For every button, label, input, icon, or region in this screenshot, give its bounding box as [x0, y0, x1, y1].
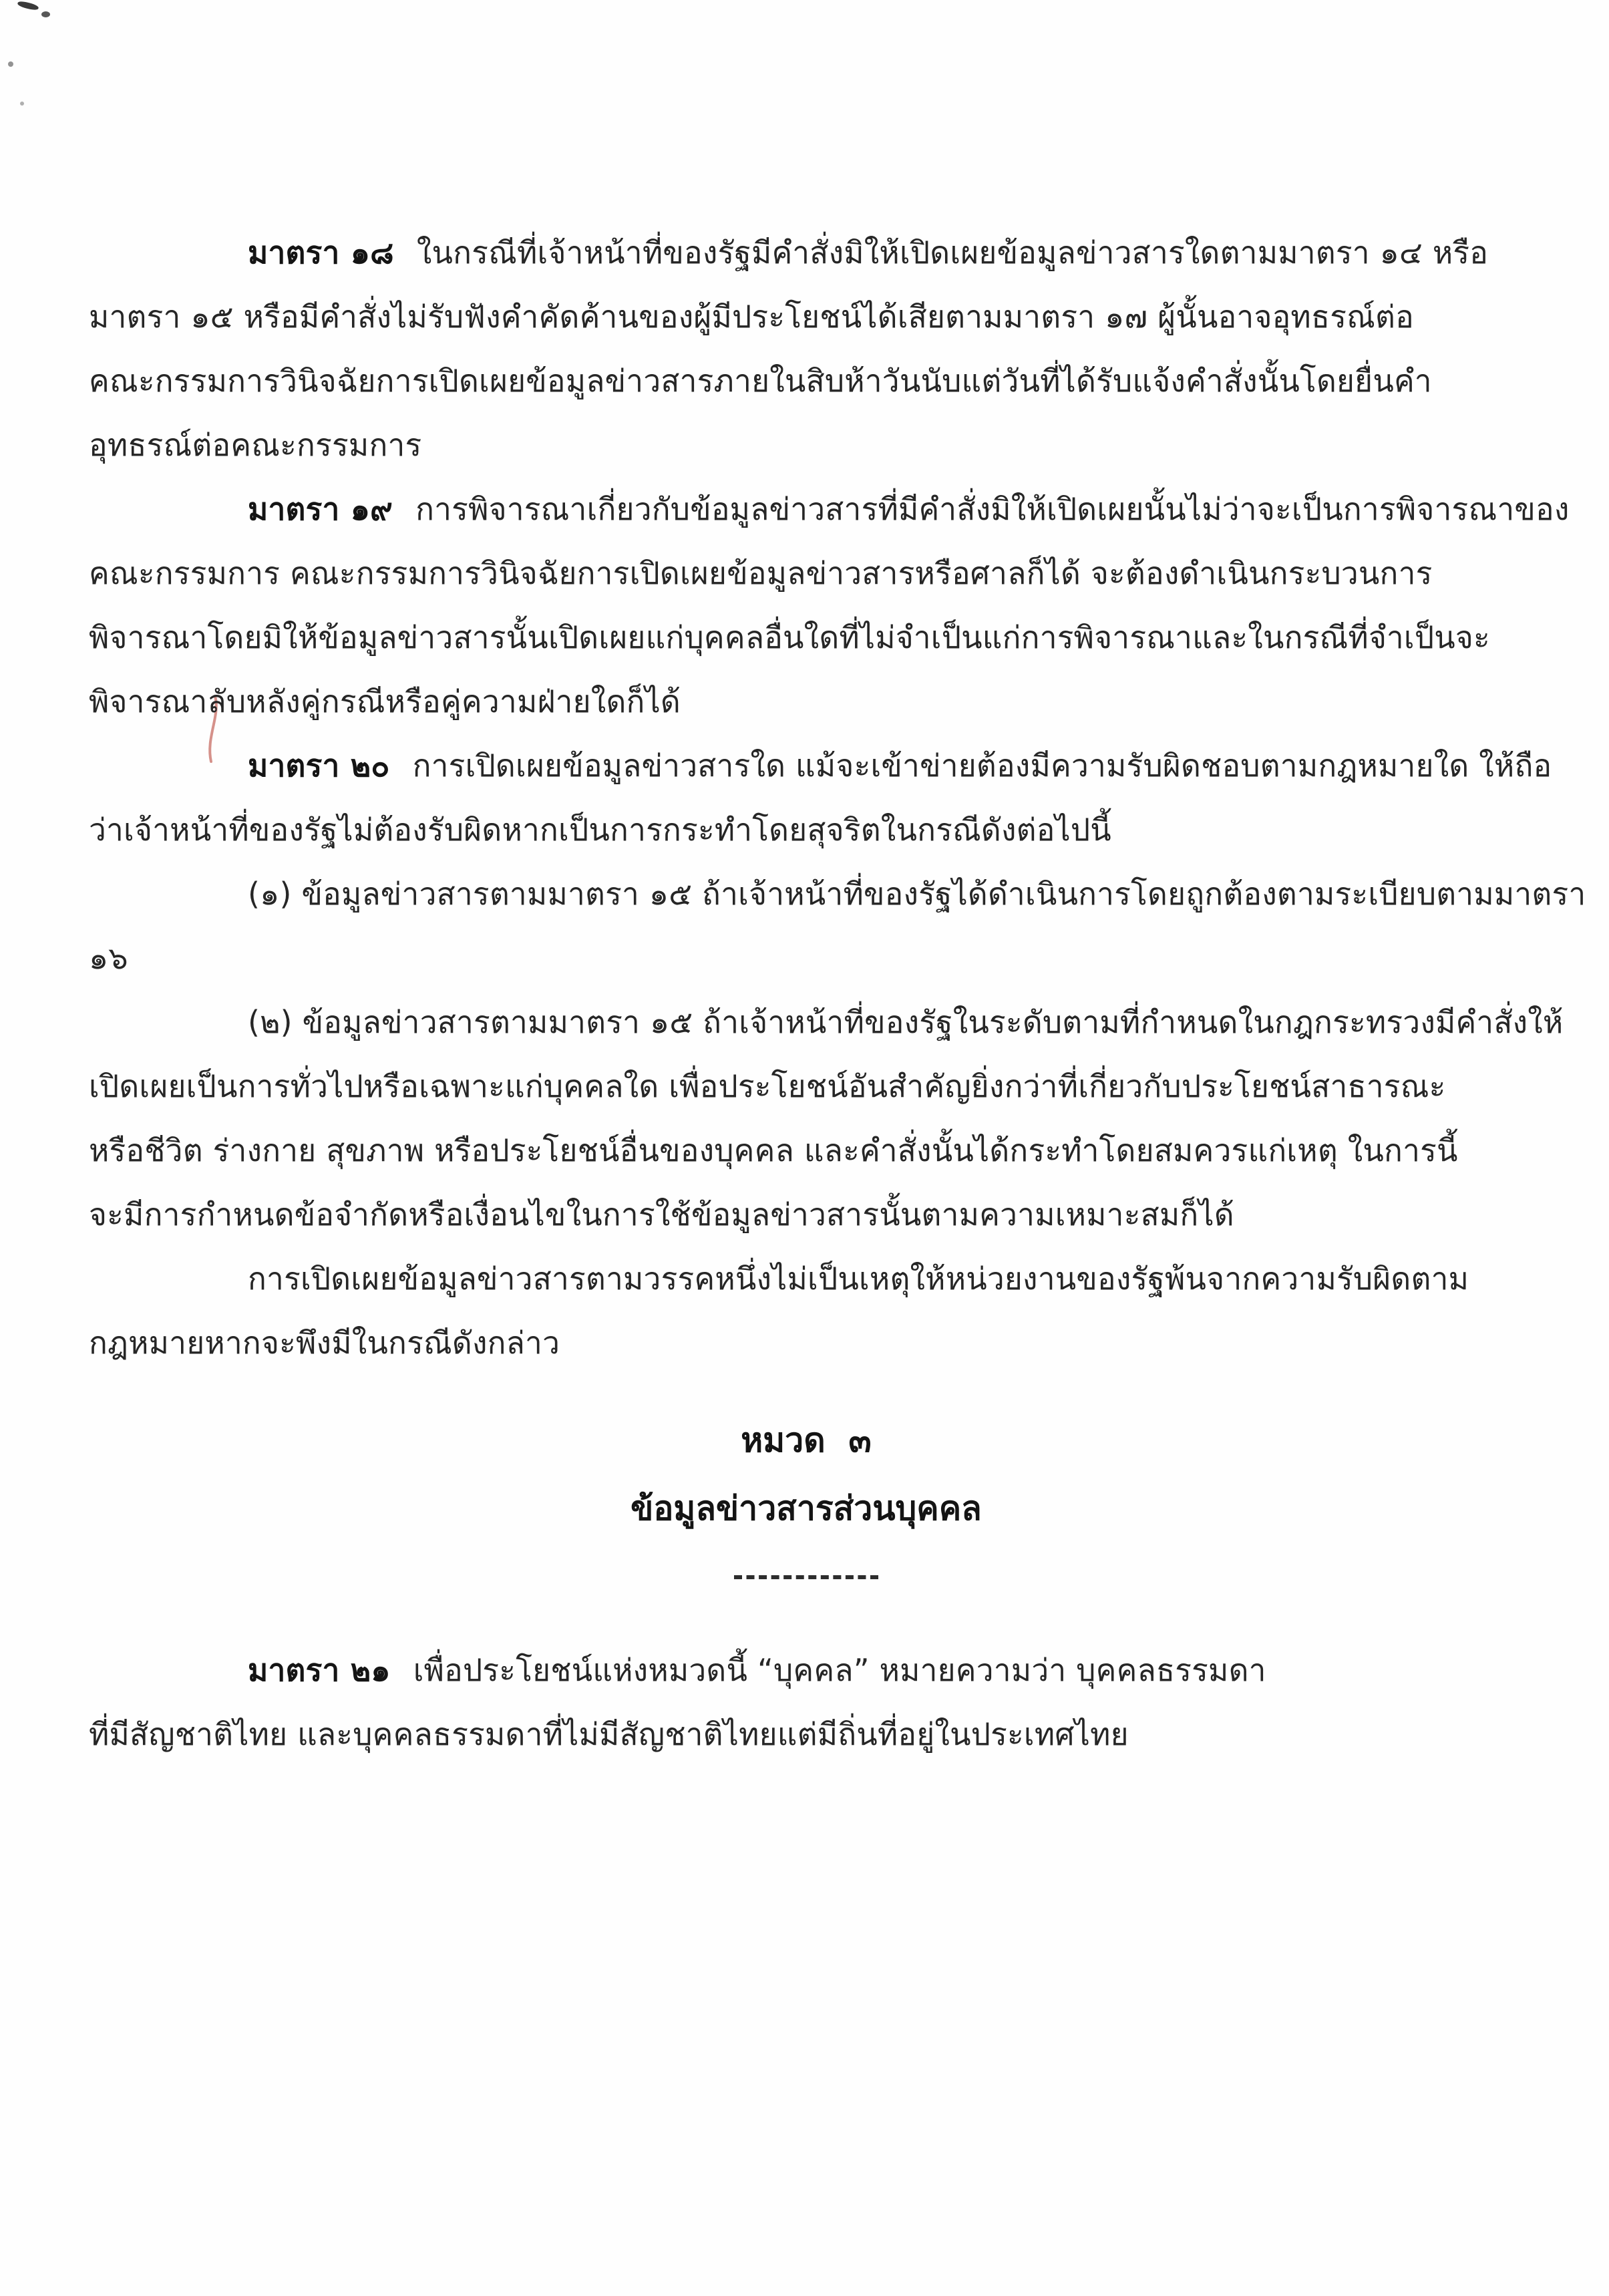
line-text: ในกรณีที่เจ้าหน้าที่ของรัฐมีคำสั่งมิให้เปิดเผยข้อมูลข่าวสารใดตามมาตรา ๑๔ หรือ — [416, 234, 1489, 271]
text-line — [89, 477, 1570, 541]
text-line — [89, 669, 1524, 733]
chapter-heading-block — [89, 1408, 1524, 1579]
text-line — [89, 926, 1524, 990]
line-text: ๑๖ — [89, 940, 128, 976]
text-line — [89, 605, 1524, 669]
text-line — [89, 990, 1564, 1054]
line-text: คณะกรรมการวินิจฉัยการเปิดเผยข้อมูลข่าวสารภายในสิบห้าวันนับแต่วันที่ได้รับแจ้งคำสั่งนั้นโดยยื่นคำ — [89, 363, 1432, 399]
line-text: การเปิดเผยข้อมูลข่าวสารใด แม้จะเข้าข่ายต้องมีความรับผิดชอบตามกฎหมายใด ให้ถือ — [412, 748, 1552, 784]
text-line — [89, 733, 1552, 798]
chapter-subtitle: ข้อมูลข่าวสารส่วนบุคคล — [631, 1489, 982, 1528]
document-closing — [89, 1638, 1524, 1766]
text-line — [89, 1054, 1524, 1118]
section-divider — [734, 1575, 878, 1579]
line-text: (๑) ข้อมูลข่าวสารตามมาตรา ๑๕ ถ้าเจ้าหน้าที่ของรัฐได้ดำเนินการโดยถูกต้องตามระเบียบตามมาตรา — [248, 876, 1586, 912]
line-text: มาตรา ๑๕ หรือมีคำสั่งไม่รับฟังคำคัดค้านของผู้มีประโยชน์ได้เสียตามมาตรา ๑๗ ผู้นั้นอาจอุทธรณ์ต่อ — [89, 299, 1414, 335]
text-line — [89, 1118, 1524, 1182]
line-text: การเปิดเผยข้อมูลข่าวสารตามวรรคหนึ่งไม่เป็นเหตุให้หน่วยงานของรัฐพ้นจากความรับผิดตาม — [248, 1261, 1469, 1297]
line-text: เปิดเผยเป็นการทั่วไปหรือเฉพาะแก่บุคคลใด เพื่อประโยชน์อันสำคัญยิ่งกว่าที่เกี่ยวกับประโยชน์สาธารณะ — [89, 1068, 1446, 1104]
scan-speck — [8, 61, 13, 67]
section-number-lead: มาตรา ๑๙ — [248, 491, 393, 527]
section-number-lead: มาตรา ๒๑ — [248, 1652, 391, 1688]
text-line — [89, 1638, 1524, 1702]
chapter-title: หมวด ๓ — [741, 1421, 872, 1460]
scan-speck — [17, 0, 39, 11]
text-line — [89, 798, 1524, 862]
line-text: พิจารณาโดยมิให้ข้อมูลข่าวสารนั้นเปิดเผยแก่บุคคลอื่นใดที่ไม่จำเป็นแก่การพิจารณาและในกรณีที่จำเป็นจะ — [89, 619, 1490, 655]
line-text: อุทธรณ์ต่อคณะกรรมการ — [89, 427, 422, 463]
text-line — [89, 1311, 1524, 1375]
section-number-lead: มาตรา ๑๘ — [248, 234, 394, 271]
text-line — [89, 1247, 1524, 1311]
line-text: ที่มีสัญชาติไทย และบุคคลธรรมดาที่ไม่มีสัญชาติไทยแต่มีถิ่นที่อยู่ในประเทศไทย — [89, 1716, 1129, 1752]
scan-speck — [20, 102, 24, 106]
text-line — [89, 285, 1524, 349]
line-text: การพิจารณาเกี่ยวกับข้อมูลข่าวสารที่มีคำสั่งมิให้เปิดเผยนั้นไม่ว่าจะเป็นการพิจารณาของ — [415, 491, 1570, 527]
line-text: จะมีการกำหนดข้อจำกัดหรือเงื่อนไขในการใช้ข้อมูลข่าวสารนั้นตามความเหมาะสมก็ได้ — [89, 1196, 1234, 1233]
line-text: กฎหมายหากจะพึงมีในกรณีดังกล่าว — [89, 1325, 560, 1361]
line-text: พิจารณาลับหลังคู่กรณีหรือคู่ความฝ่ายใดก็ได้ — [89, 683, 681, 719]
line-text: คณะกรรมการ คณะกรรมการวินิจฉัยการเปิดเผยข้อมูลข่าวสารหรือศาลก็ได้ จะต้องดำเนินกระบวนการ — [89, 555, 1433, 591]
text-line — [89, 1702, 1524, 1766]
line-text: ว่าเจ้าหน้าที่ของรัฐไม่ต้องรับผิดหากเป็นการกระทำโดยสุจริตในกรณีดังต่อไปนี้ — [89, 812, 1111, 848]
text-line — [89, 541, 1524, 605]
text-line — [89, 220, 1524, 285]
text-line — [89, 862, 1586, 926]
text-line — [89, 413, 1524, 477]
line-text: (๒) ข้อมูลข่าวสารตามมาตรา ๑๕ ถ้าเจ้าหน้าที่ของรัฐในระดับตามที่กำหนดในกฎกระทรวงมีคำสั่งให้ — [248, 1004, 1564, 1040]
line-text: เพื่อประโยชน์แห่งหมวดนี้ “บุคคล” หมายความว่า บุคคลธรรมดา — [413, 1652, 1266, 1688]
scan-speck — [41, 11, 50, 17]
line-text: หรือชีวิต ร่างกาย สุขภาพ หรือประโยชน์อื่นของบุคคล และคำสั่งนั้นได้กระทำโดยสมควรแก่เหตุ ในการนี้ — [89, 1132, 1458, 1168]
section-number-lead: มาตรา ๒๐ — [248, 748, 390, 784]
text-line — [89, 349, 1524, 413]
text-line — [89, 1182, 1524, 1247]
document-body — [89, 220, 1586, 1375]
